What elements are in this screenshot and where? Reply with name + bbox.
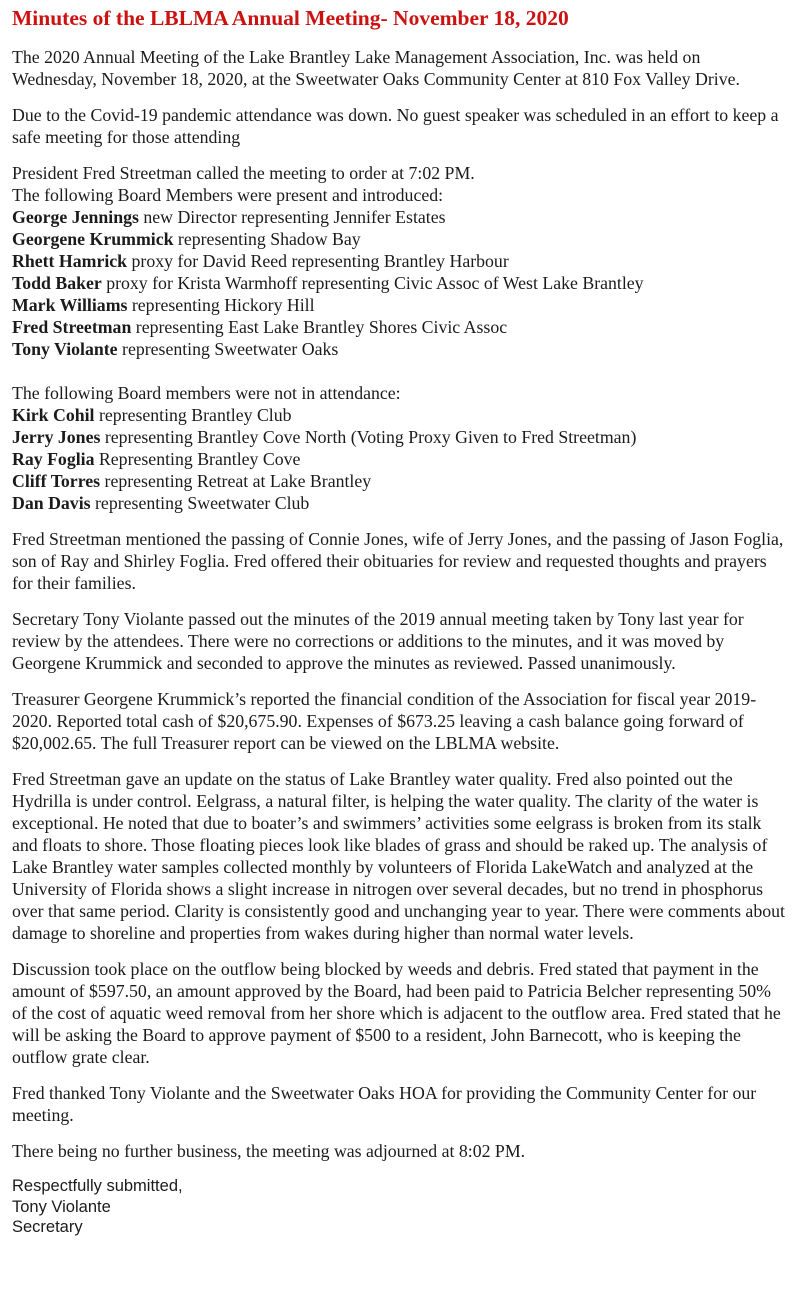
closing-line: Respectfully submitted, bbox=[12, 1177, 183, 1195]
closing-signer-title: Secretary bbox=[12, 1218, 83, 1236]
paragraph-minutes-approval: Secretary Tony Violante passed out the minutes of the 2019 annual meeting taken by Tony last year for review by the attendees. There were no corrections or additions to the minutes, and it was moved by Georgene Krummick and seconded to approve the minutes as reviewed. Passed unanimously. bbox=[12, 609, 744, 673]
paragraph-intro: The 2020 Annual Meeting of the Lake Brantley Lake Management Association, Inc. was held on Wednesday, November 18, 2020, at the Sweetwater Oaks Community Center at 810 Fox Valley Drive. bbox=[12, 47, 740, 89]
member-role: representing Brantley Club bbox=[94, 405, 292, 425]
closing-signer-name: Tony Violante bbox=[12, 1197, 111, 1216]
closing-signature-block bbox=[12, 1176, 788, 1238]
present-member-line bbox=[12, 338, 788, 360]
member-role: representing Retreat at Lake Brantley bbox=[100, 471, 372, 491]
present-member-line bbox=[12, 316, 788, 338]
paragraph-water-quality: Fred Streetman gave an update on the status of Lake Brantley water quality. Fred also pointed out the Hydrilla is under control. Eelgrass, a natural filter, is helping the water quality. The clarity of the water is exceptional. He noted that due to boater’s and swimmers’ activities some eelgrass is broken from its stalk and floats to shore. Those floating pieces look like blades of grass and should be raked up. The analysis of Lake Brantley water samples collected monthly by volunteers of Florida LakeWatch and analyzed at the University of Florida shows a slight increase in nitrogen over several decades, but no trend in phosphorus over that same period. Clarity is consistently good and unchanging year to year. There were comments about damage to shoreline and properties from wakes during higher than normal water levels. bbox=[12, 769, 785, 943]
absent-member-line bbox=[12, 426, 788, 448]
present-member-line bbox=[12, 206, 788, 228]
member-name: Rhett Hamrick bbox=[12, 251, 128, 271]
member-name: Dan Davis bbox=[12, 493, 91, 513]
absent-members-block bbox=[12, 382, 788, 514]
paragraph-covid: Due to the Covid-19 pandemic attendance was down. No guest speaker was scheduled in an effort to keep a safe meeting for those attending bbox=[12, 105, 779, 147]
member-role: representing East Lake Brantley Shores Civic Assoc bbox=[131, 317, 508, 337]
absent-member-line bbox=[12, 448, 788, 470]
paragraph-adjournment: There being no further business, the meeting was adjourned at 8:02 PM. bbox=[12, 1141, 526, 1161]
present-intro-line: The following Board Members were present and introduced: bbox=[12, 185, 444, 205]
member-role: Representing Brantley Cove bbox=[94, 449, 301, 469]
member-name: George Jennings bbox=[12, 207, 139, 227]
member-name: Cliff Torres bbox=[12, 471, 101, 491]
member-role: representing Shadow Bay bbox=[173, 229, 361, 249]
member-name: Jerry Jones bbox=[12, 427, 101, 447]
present-member-line bbox=[12, 294, 788, 316]
absent-member-line bbox=[12, 492, 788, 514]
member-role: representing Sweetwater Oaks bbox=[117, 339, 339, 359]
call-to-order-line: President Fred Streetman called the meeting to order at 7:02 PM. bbox=[12, 163, 475, 183]
member-role: proxy for Krista Warmhoff representing Civic Assoc of West Lake Brantley bbox=[101, 273, 644, 293]
member-name: Kirk Cohil bbox=[12, 405, 95, 425]
member-role: representing Hickory Hill bbox=[127, 295, 315, 315]
member-name: Tony Violante bbox=[12, 339, 118, 359]
present-members-block bbox=[12, 162, 788, 360]
absent-member-line bbox=[12, 470, 788, 492]
member-role: proxy for David Reed representing Brantley Harbour bbox=[127, 251, 509, 271]
member-role: representing Brantley Cove North (Voting Proxy Given to Fred Streetman) bbox=[100, 427, 637, 447]
paragraph-outflow: Discussion took place on the outflow being blocked by weeds and debris. Fred stated that payment in the amount of $597.50, an amount approved by the Board, had been paid to Patricia Belcher representing 50% of the cost of aquatic weed removal from her shore which is adjacent to the outflow area. Fred stated that he will be asking the Board to approve payment of $500 to a resident, John Barnecott, who is keeping the outflow grate clear. bbox=[12, 959, 781, 1067]
member-name: Ray Foglia bbox=[12, 449, 95, 469]
paragraph-thanks: Fred thanked Tony Violante and the Sweetwater Oaks HOA for providing the Community Center for our meeting. bbox=[12, 1083, 757, 1125]
member-name: Todd Baker bbox=[12, 273, 102, 293]
member-role: new Director representing Jennifer Estates bbox=[138, 207, 446, 227]
paragraph-passings: Fred Streetman mentioned the passing of Connie Jones, wife of Jerry Jones, and the passing of Jason Foglia, son of Ray and Shirley Foglia. Fred offered their obituaries for review and requested thoughts and prayers for their families. bbox=[12, 529, 784, 593]
member-role: representing Sweetwater Club bbox=[90, 493, 310, 513]
member-name: Fred Streetman bbox=[12, 317, 132, 337]
absent-intro-line: The following Board members were not in attendance: bbox=[12, 383, 401, 403]
absent-member-line bbox=[12, 404, 788, 426]
member-name: Georgene Krummick bbox=[12, 229, 174, 249]
present-member-line bbox=[12, 250, 788, 272]
present-member-line bbox=[12, 228, 788, 250]
present-member-line bbox=[12, 272, 788, 294]
document-title: Minutes of the LBLMA Annual Meeting- November 18, 2020 bbox=[12, 6, 569, 30]
member-name: Mark Williams bbox=[12, 295, 128, 315]
paragraph-treasurer-report: Treasurer Georgene Krummick’s reported the financial condition of the Association for fiscal year 2019-2020. Reported total cash of $20,675.90. Expenses of $673.25 leaving a cash balance going forward of $20,002.65. The full Treasurer report can be viewed on the LBLMA website. bbox=[12, 689, 757, 753]
